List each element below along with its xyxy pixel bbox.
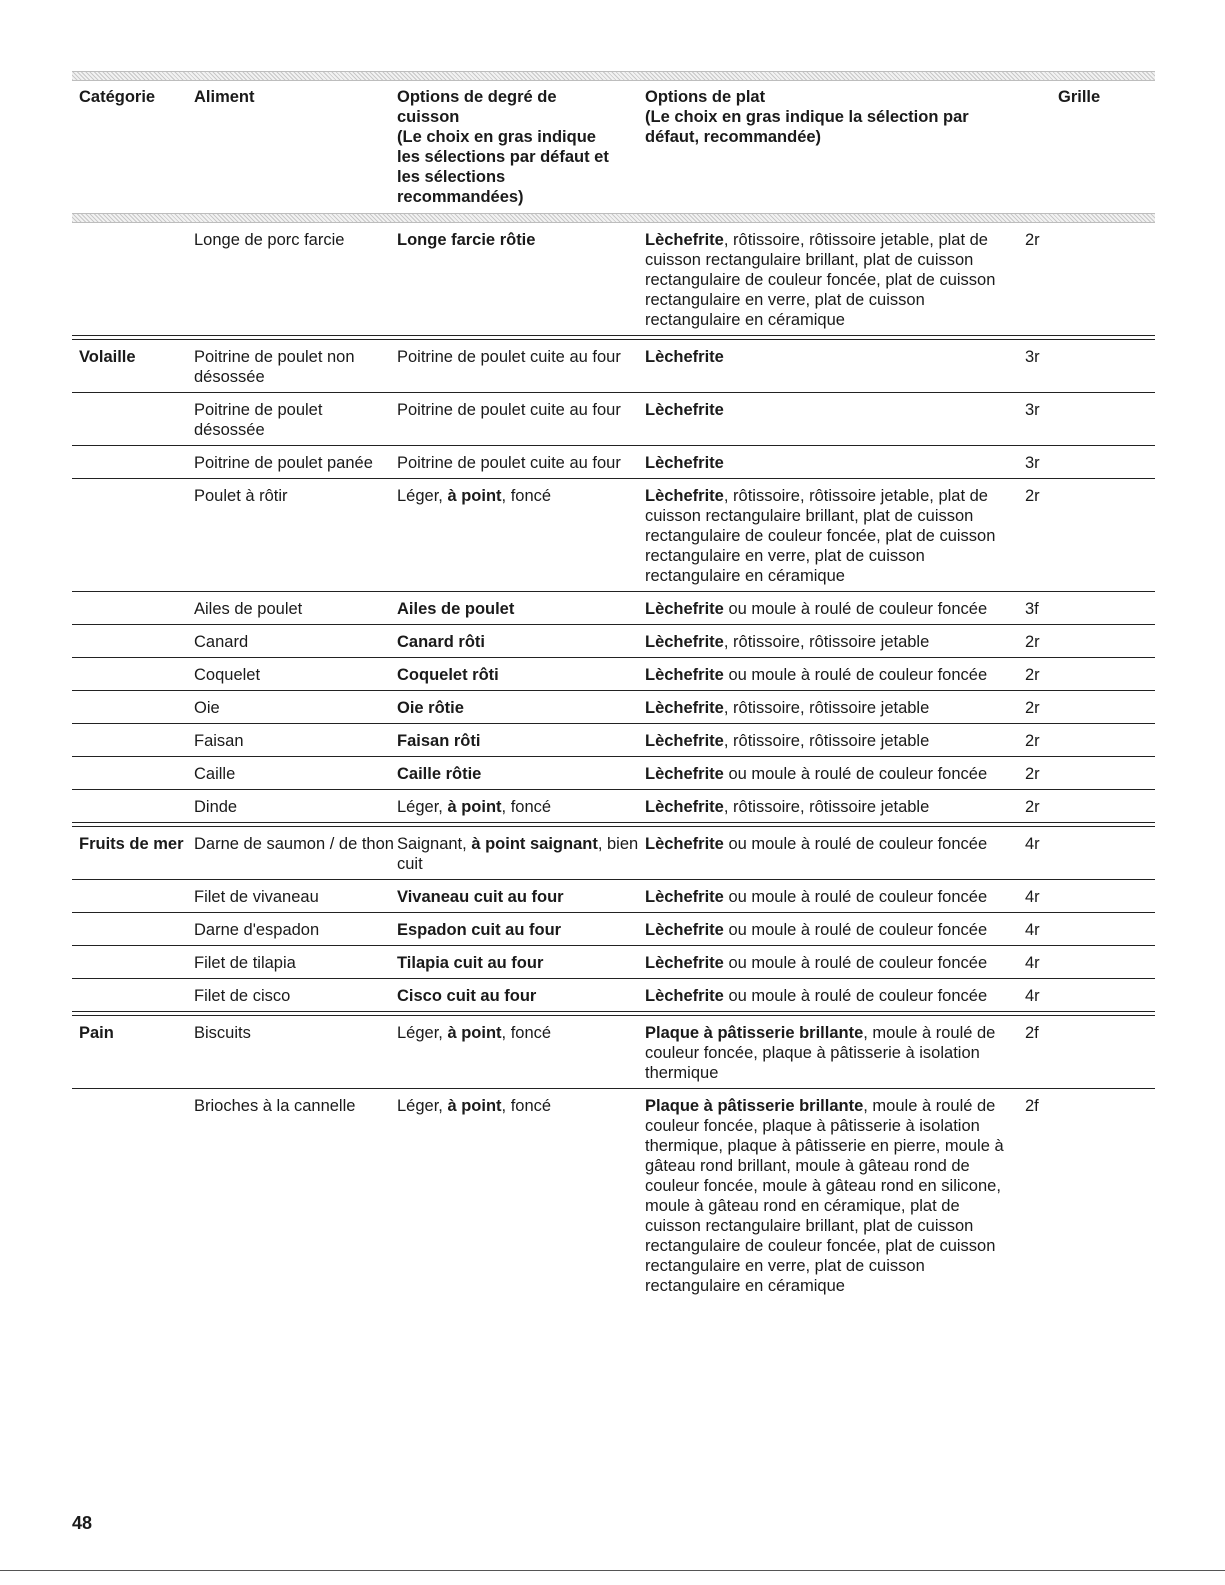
dish-text: Lèchefrite <box>645 765 724 783</box>
category-cell <box>72 797 194 817</box>
dish-text: Lèchefrite <box>645 666 724 684</box>
doneness-text: , foncé <box>501 798 552 816</box>
header-rack: Grille <box>1058 88 1101 106</box>
dish-text: Lèchefrite <box>645 231 724 249</box>
doneness-text: , bien cuit <box>397 835 639 873</box>
doneness-text: Caille rôtie <box>397 765 482 783</box>
food-cell: Oie <box>194 699 220 717</box>
header-food: Aliment <box>194 88 255 106</box>
dish-text: Lèchefrite <box>645 987 724 1005</box>
header-dish: Options de plat (Le choix en gras indique la sélection par défaut, recommandée) <box>645 88 969 146</box>
food-cell: Caille <box>194 765 236 783</box>
dish-text: , rôtissoire, rôtissoire jetable <box>723 732 930 750</box>
dish-text: Lèchefrite <box>645 487 724 505</box>
dish-cell <box>645 453 1025 473</box>
dish-cell <box>645 834 1025 874</box>
category-cell <box>72 986 194 1006</box>
rack-cell: 3f <box>1025 600 1039 618</box>
dish-text: Lèchefrite <box>645 633 724 651</box>
dish-cell <box>645 400 1025 440</box>
doneness-text: Vivaneau cuit au four <box>397 888 564 906</box>
category-cell <box>72 920 194 940</box>
table-row <box>72 657 1155 690</box>
doneness-text: Léger, <box>397 798 448 816</box>
table-row <box>72 822 1155 879</box>
table-row <box>72 1088 1155 1301</box>
food-cell: Darne de saumon / de thon <box>194 835 394 853</box>
category-cell <box>72 731 194 751</box>
dish-text: , moule à roulé de couleur foncée, plaque à pâtisserie à isolation thermique <box>645 1024 996 1082</box>
category-cell <box>72 632 194 652</box>
rack-cell: 2r <box>1025 798 1040 816</box>
table-row <box>72 392 1155 445</box>
doneness-text: Léger, <box>397 487 448 505</box>
dish-cell <box>645 797 1025 817</box>
dish-cell <box>645 953 1025 973</box>
doneness-cell <box>397 1023 645 1083</box>
category-cell <box>72 599 194 619</box>
rack-cell: 4r <box>1025 835 1040 853</box>
category-cell <box>72 953 194 973</box>
table-row <box>72 624 1155 657</box>
rack-cell: 2f <box>1025 1097 1039 1115</box>
food-cell: Canard <box>194 633 249 651</box>
food-cell: Dinde <box>194 798 238 816</box>
dish-text: ou moule à roulé de couleur foncée <box>723 666 988 684</box>
dish-cell <box>645 731 1025 751</box>
dish-text: ou moule à roulé de couleur foncée <box>723 954 988 972</box>
doneness-text: Coquelet rôti <box>397 666 499 684</box>
food-cell: Filet de vivaneau <box>194 888 319 906</box>
dish-cell <box>645 986 1025 1006</box>
header-bottom-band <box>72 213 1155 223</box>
rack-cell: 2r <box>1025 765 1040 783</box>
doneness-text: Tilapia cuit au four <box>397 954 544 972</box>
dish-text: Lèchefrite <box>645 401 724 419</box>
dish-text: Lèchefrite <box>645 954 724 972</box>
dish-text: Lèchefrite <box>645 835 724 853</box>
doneness-text: Faisan rôti <box>397 732 481 750</box>
food-cell: Poitrine de poulet panée <box>194 454 373 472</box>
category-cell <box>72 230 194 330</box>
doneness-text: à point <box>447 1097 502 1115</box>
category-cell <box>72 486 194 586</box>
dish-text: Lèchefrite <box>645 921 724 939</box>
dish-text: Plaque à pâtisserie brillante <box>645 1097 864 1115</box>
doneness-text: Léger, <box>397 1097 448 1115</box>
header-doneness: Options de degré de cuisson (Le choix en gras indique les sélections par défaut et les sélections recommandées) <box>397 88 609 206</box>
dish-text: Lèchefrite <box>645 348 724 366</box>
table-row <box>72 1011 1155 1088</box>
table-row <box>72 879 1155 912</box>
dish-cell <box>645 665 1025 685</box>
food-cell: Ailes de poulet <box>194 600 303 618</box>
rack-cell: 2r <box>1025 732 1040 750</box>
doneness-text: Espadon cuit au four <box>397 921 562 939</box>
doneness-cell <box>397 986 645 1006</box>
dish-cell <box>645 1096 1025 1296</box>
rack-cell: 2f <box>1025 1024 1039 1042</box>
dish-text: Lèchefrite <box>645 699 724 717</box>
table-row <box>72 591 1155 624</box>
doneness-text: Léger, <box>397 1024 448 1042</box>
doneness-cell <box>397 632 645 652</box>
food-cell: Darne d'espadon <box>194 921 320 939</box>
dish-text: , rôtissoire, rôtissoire jetable <box>723 699 930 717</box>
doneness-cell <box>397 698 645 718</box>
rack-cell: 2r <box>1025 487 1040 505</box>
doneness-cell <box>397 834 645 874</box>
doneness-cell <box>397 486 645 586</box>
dish-text: , rôtissoire, rôtissoire jetable, plat de cuisson rectangulaire brillant, plat de cuisson rectangulaire de couleur foncée, plat de cuisson rectangulaire en verre, plat de cuisson rectangulaire en céramique <box>645 487 996 585</box>
doneness-cell <box>397 230 645 330</box>
dish-text: ou moule à roulé de couleur foncée <box>723 835 988 853</box>
table-row <box>72 690 1155 723</box>
doneness-cell <box>397 920 645 940</box>
doneness-text: Cisco cuit au four <box>397 987 537 1005</box>
food-cell: Longe de porc farcie <box>194 231 345 249</box>
table-row <box>72 478 1155 591</box>
category-cell <box>72 400 194 440</box>
rack-cell: 3r <box>1025 454 1040 472</box>
dish-cell <box>645 698 1025 718</box>
doneness-text: Poitrine de poulet cuite au four <box>397 454 621 472</box>
dish-text: Lèchefrite <box>645 454 724 472</box>
rack-cell: 3r <box>1025 401 1040 419</box>
food-cell: Poitrine de poulet non désossée <box>194 348 355 386</box>
doneness-text: Longe farcie rôtie <box>397 231 536 249</box>
dish-text: Lèchefrite <box>645 600 724 618</box>
dish-cell <box>645 486 1025 586</box>
category-cell <box>72 764 194 784</box>
dish-text: Lèchefrite <box>645 888 724 906</box>
doneness-text: , foncé <box>501 1024 552 1042</box>
header-top-band <box>72 71 1155 81</box>
dish-text: ou moule à roulé de couleur foncée <box>723 888 988 906</box>
table-row <box>72 335 1155 392</box>
rack-cell: 4r <box>1025 954 1040 972</box>
table-row <box>72 756 1155 789</box>
dish-cell <box>645 230 1025 330</box>
rack-cell: 2r <box>1025 666 1040 684</box>
table-header <box>72 81 1155 213</box>
table-row <box>72 978 1155 1011</box>
table-row <box>72 945 1155 978</box>
doneness-text: , foncé <box>501 1097 552 1115</box>
doneness-text: Oie rôtie <box>397 699 464 717</box>
doneness-text: Poitrine de poulet cuite au four <box>397 348 621 366</box>
dish-cell <box>645 887 1025 907</box>
food-cell: Brioches à la cannelle <box>194 1097 356 1115</box>
doneness-text: Saignant, <box>397 835 472 853</box>
dish-cell <box>645 1023 1025 1083</box>
dish-cell <box>645 920 1025 940</box>
rack-cell: 2r <box>1025 231 1040 249</box>
category-cell: Volaille <box>79 348 136 366</box>
doneness-cell <box>397 797 645 817</box>
footer-rule <box>0 1570 1225 1571</box>
doneness-cell <box>397 764 645 784</box>
doneness-text: Ailes de poulet <box>397 600 515 618</box>
dish-text: Lèchefrite <box>645 732 724 750</box>
dish-text: , rôtissoire, rôtissoire jetable <box>723 633 930 651</box>
table-row <box>72 723 1155 756</box>
rack-cell: 4r <box>1025 888 1040 906</box>
table-row <box>72 223 1155 335</box>
dish-text: ou moule à roulé de couleur foncée <box>723 987 988 1005</box>
food-cell: Coquelet <box>194 666 261 684</box>
doneness-cell <box>397 887 645 907</box>
doneness-cell <box>397 731 645 751</box>
doneness-cell <box>397 599 645 619</box>
category-cell: Fruits de mer <box>79 835 184 853</box>
doneness-text: Canard rôti <box>397 633 486 651</box>
dish-cell <box>645 599 1025 619</box>
dish-text: , rôtissoire, rôtissoire jetable, plat de cuisson rectangulaire brillant, plat de cuisson rectangulaire de couleur foncée, plat de cuisson rectangulaire en verre, plat de cuisson rectangulaire en céramique <box>645 231 996 329</box>
table-row <box>72 789 1155 822</box>
dish-cell <box>645 764 1025 784</box>
doneness-text: à point <box>447 798 502 816</box>
doneness-text: Poitrine de poulet cuite au four <box>397 401 621 419</box>
category-cell <box>72 453 194 473</box>
table-row <box>72 912 1155 945</box>
category-cell <box>72 665 194 685</box>
category-cell <box>72 1096 194 1296</box>
page-number: 48 <box>72 1513 93 1533</box>
cooking-table <box>72 71 1155 1301</box>
doneness-cell <box>397 1096 645 1296</box>
doneness-cell <box>397 953 645 973</box>
header-category: Catégorie <box>79 88 156 106</box>
category-cell <box>72 887 194 907</box>
food-cell: Filet de tilapia <box>194 954 296 972</box>
doneness-cell <box>397 665 645 685</box>
rack-cell: 4r <box>1025 921 1040 939</box>
doneness-text: , foncé <box>501 487 552 505</box>
doneness-text: à point saignant <box>471 835 598 853</box>
rack-cell: 3r <box>1025 348 1040 366</box>
food-cell: Biscuits <box>194 1024 251 1042</box>
dish-cell <box>645 347 1025 387</box>
dish-cell <box>645 632 1025 652</box>
table-body <box>72 223 1155 1301</box>
dish-text: ou moule à roulé de couleur foncée <box>723 921 988 939</box>
dish-text: , rôtissoire, rôtissoire jetable <box>723 798 930 816</box>
dish-text: Lèchefrite <box>645 798 724 816</box>
doneness-text: à point <box>447 1024 502 1042</box>
dish-text: ou moule à roulé de couleur foncée <box>723 765 988 783</box>
doneness-cell <box>397 453 645 473</box>
food-cell: Poitrine de poulet désossée <box>194 401 323 439</box>
rack-cell: 4r <box>1025 987 1040 1005</box>
category-cell: Pain <box>79 1024 114 1042</box>
rack-cell: 2r <box>1025 633 1040 651</box>
doneness-cell <box>397 400 645 440</box>
dish-text: , moule à roulé de couleur foncée, plaque à pâtisserie à isolation thermique, plaque à pâtisserie en pierre, moule à gâteau rond brillant, moule à gâteau rond de couleur foncée, moule à gâteau rond en silicone, moule à gâteau rond en céramique, plat de cuisson rectangulaire brillant, plat de cuisson rectangulaire de couleur foncée, plat de cuisson rectangulaire en verre, plat de cuisson rectangulaire en céramique <box>645 1097 1004 1295</box>
table-row <box>72 445 1155 478</box>
rack-cell: 2r <box>1025 699 1040 717</box>
food-cell: Poulet à rôtir <box>194 487 288 505</box>
dish-text: ou moule à roulé de couleur foncée <box>723 600 988 618</box>
doneness-cell <box>397 347 645 387</box>
food-cell: Filet de cisco <box>194 987 291 1005</box>
doneness-text: à point <box>447 487 502 505</box>
food-cell: Faisan <box>194 732 244 750</box>
category-cell <box>72 698 194 718</box>
dish-text: Plaque à pâtisserie brillante <box>645 1024 864 1042</box>
